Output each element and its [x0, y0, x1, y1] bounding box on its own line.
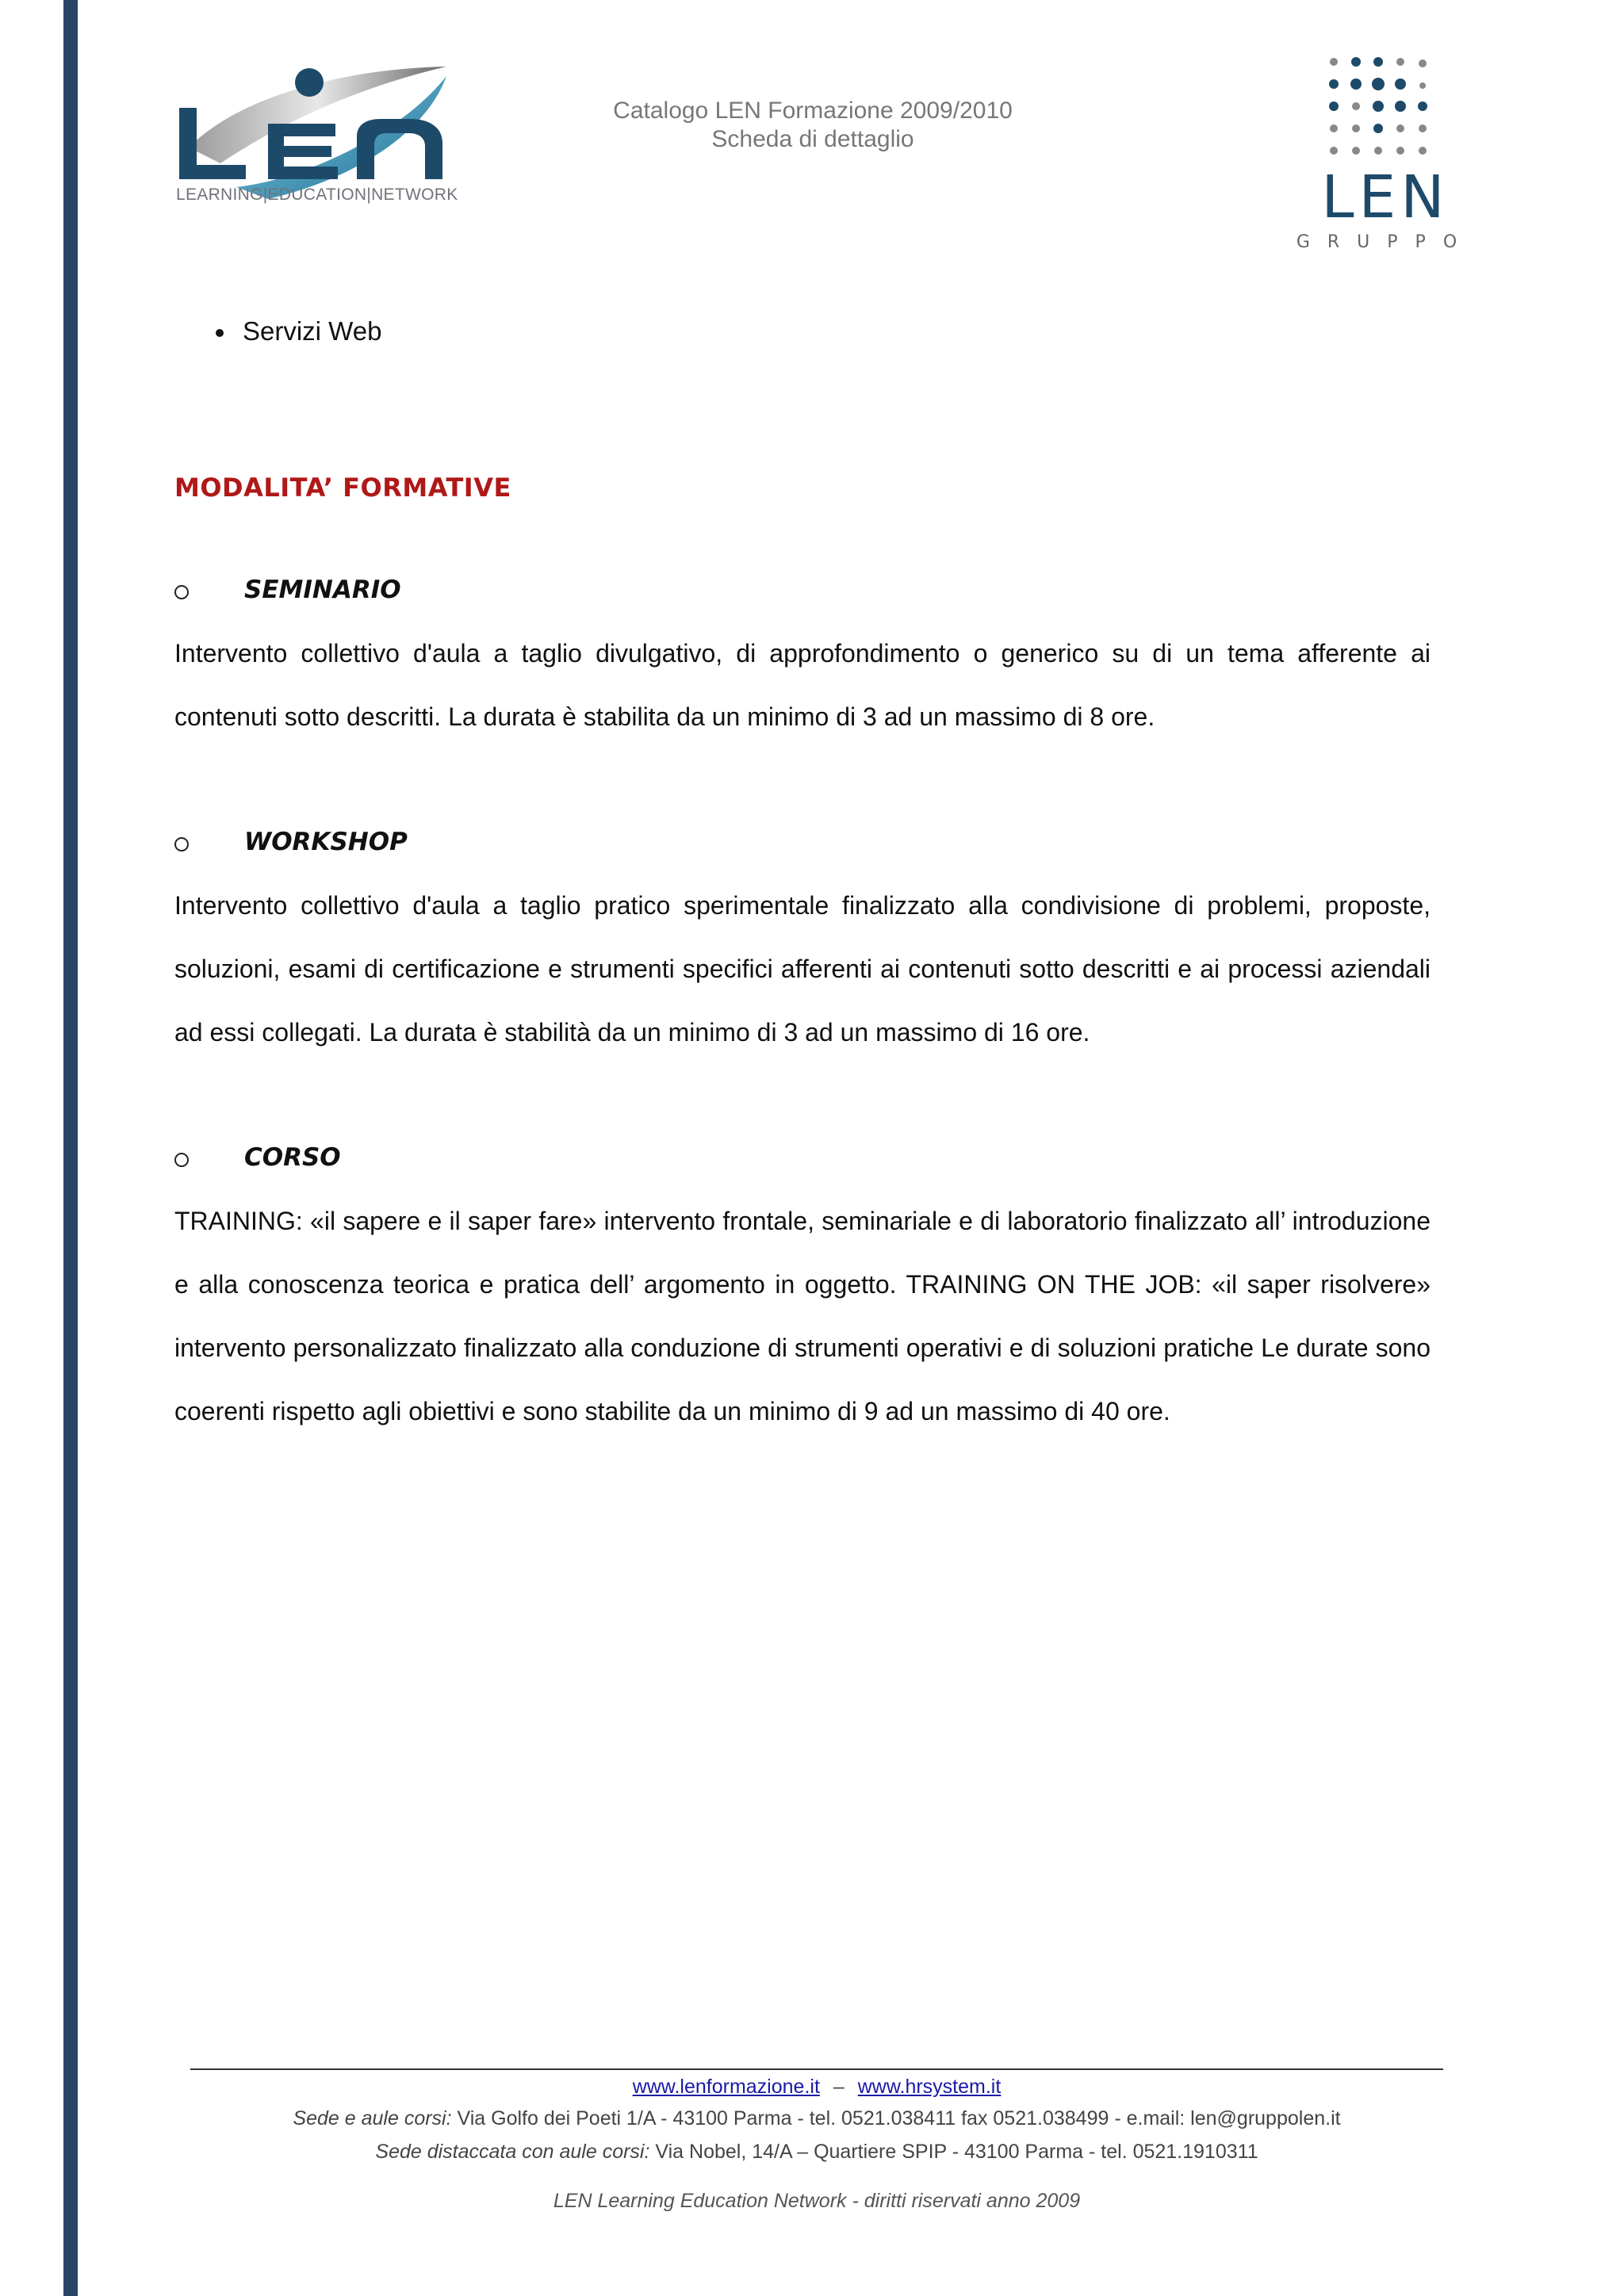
footer-rights: LEN Learning Education Network - diritti riservati anno 2009 [553, 2190, 1081, 2212]
bullet-item [243, 300, 381, 363]
header-subtitle: Scheda di dettaglio [711, 126, 914, 152]
footer-sede-text: Via Golfo dei Poeti 1/A - 43100 Parma - tel. 0521.038411 fax 0521.038499 - e.mail: len@gruppolen.it [451, 2107, 1341, 2130]
circle-bullet-icon [174, 585, 189, 599]
subsection-text-workshop [174, 874, 1431, 1064]
subsection-label: CORSO [244, 1143, 341, 1172]
footer-link-separator: – [833, 2076, 845, 2098]
footer-sede-label: Sede e aule corsi: [293, 2107, 452, 2130]
circle-bullet-icon [174, 1153, 189, 1167]
subsection-text-corso [174, 1189, 1431, 1443]
gruppo-logo-subtext: GRUPPO [1296, 232, 1475, 252]
logo-tagline: LEARNING|EDUCATION|NETWORK [176, 186, 458, 204]
footer-link-hrsystem[interactable]: www.hrsystem.it [857, 2076, 1002, 2098]
subsection-label: SEMINARIO [244, 576, 401, 604]
bullet-item-text: Servizi Web [243, 316, 382, 346]
subsection-label: WORKSHOP [244, 828, 408, 856]
footer-sede2-label: Sede distaccata con aule corsi: [375, 2141, 650, 2163]
paragraph: Intervento collettivo d'aula a taglio pratico sperimentale finalizzato alla condivisione di problemi, proposte, soluzioni, esami di certificazione e strumenti specifici afferenti ai contenuti sotto descritti e ai processi aziendali ad essi collegati. La durata è stabilità da un minimo di 3 ad un massimo di 16 ore. [174, 891, 1431, 1047]
section-title: MODALITA’ FORMATIVE [174, 473, 511, 503]
paragraph: TRAINING: «il sapere e il saper fare» intervento frontale, seminariale e di laboratorio finalizzato all’ introduzione e alla conoscenza teorica e pratica dell’ argomento in oggetto. TRAINING ON THE JOB: «il saper risolvere» intervento personalizzato finalizzato alla conduzione di strumenti operativi e di soluzioni pratiche Le durate sono coerenti rispetto agli obiettivi e sono stabilite da un minimo di 9 ad un massimo di 40 ore. [174, 1207, 1431, 1425]
subsection-text-seminario [174, 622, 1431, 748]
footer-link-lenformazione[interactable]: www.lenformazione.it [632, 2076, 820, 2098]
circle-bullet-icon [174, 837, 189, 851]
header-title: Catalogo LEN Formazione 2009/2010 [613, 98, 1013, 124]
gruppo-logo-text: LEN [1321, 163, 1450, 232]
paragraph: Intervento collettivo d'aula a taglio divulgativo, di approfondimento o generico su di un tema afferente ai contenuti sotto descritti. La durata è stabilita da un minimo di 3 ad un massimo di 8 ore. [174, 639, 1431, 731]
footer-address-main [190, 2107, 1443, 2130]
footer-sede2-text: Via Nobel, 14/A – Quartiere SPIP - 43100 Parma - tel. 0521.1910311 [649, 2141, 1258, 2163]
footer-address-secondary [190, 2141, 1443, 2164]
left-margin-bar [63, 0, 78, 2296]
footer-divider [190, 2068, 1443, 2070]
footer-links [190, 2076, 1443, 2099]
bullet-dot-icon [216, 329, 224, 337]
len-gruppo-logo [1294, 52, 1477, 258]
